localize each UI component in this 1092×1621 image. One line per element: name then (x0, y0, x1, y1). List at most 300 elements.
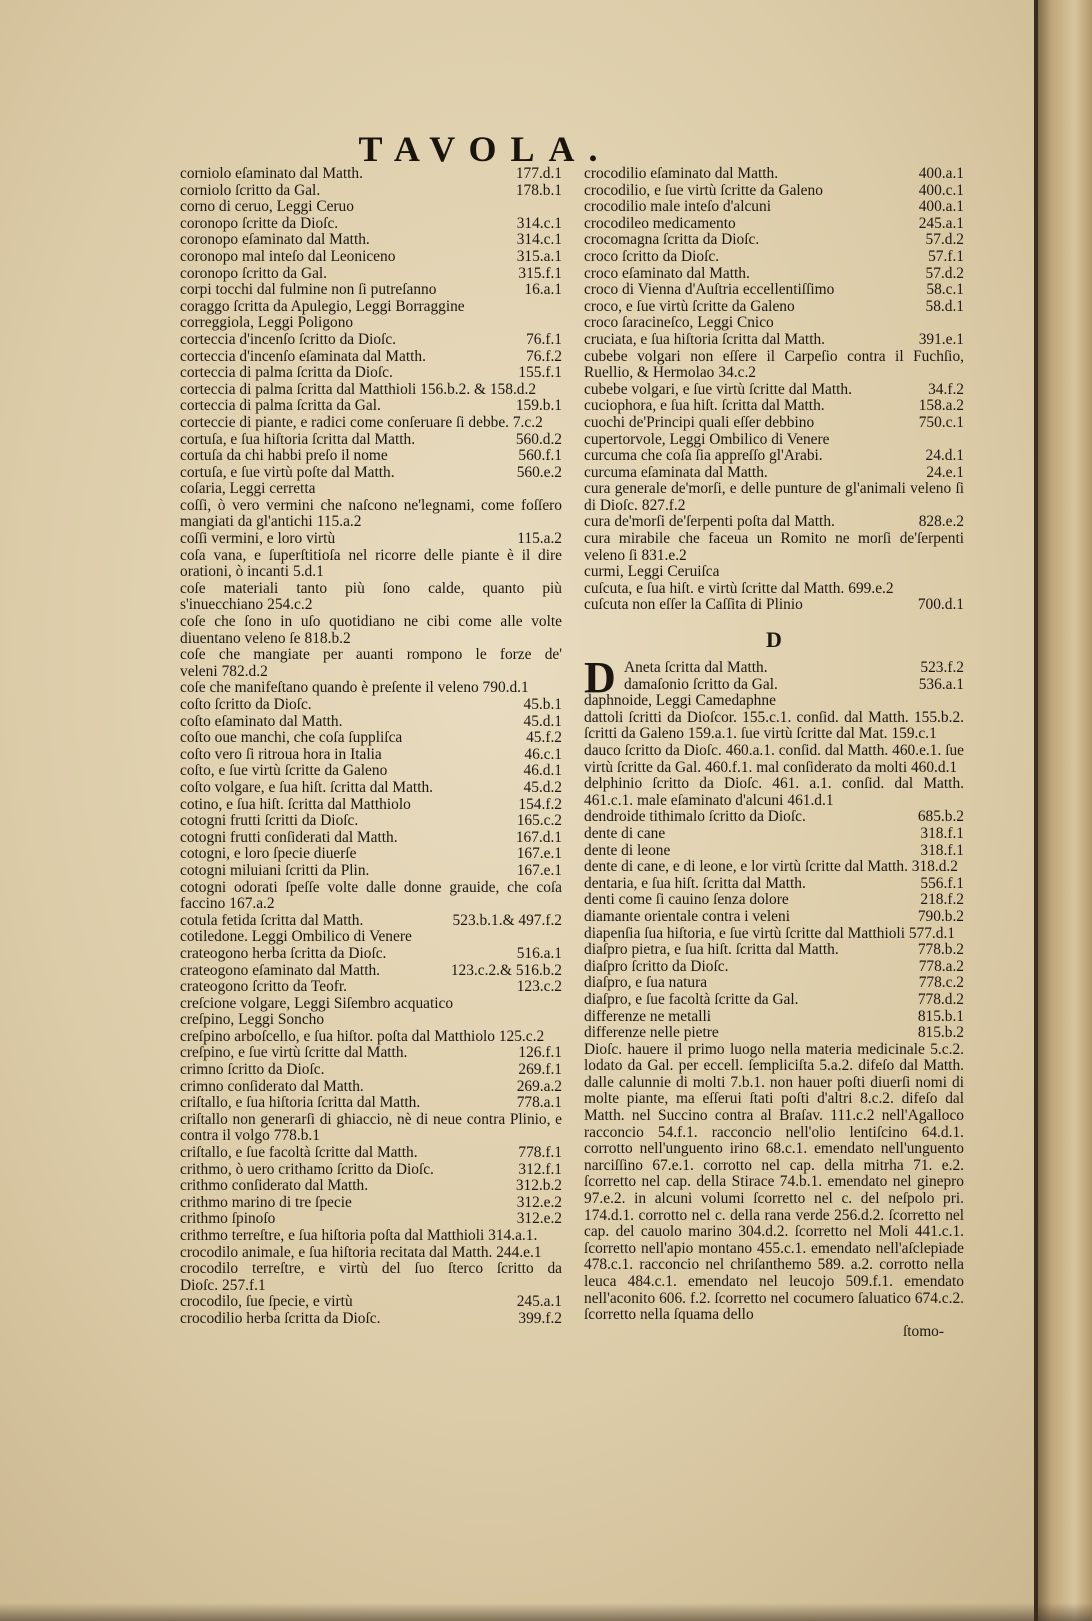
index-entry (180, 1112, 562, 1145)
entry-text: creſpino arboſcello, e ſua hiſtor. poſta dal Matthiolo 125.c.2 (180, 1027, 545, 1045)
entry-text: coſto vero ſi ritroua hora in Italia (180, 746, 382, 763)
index-entry (584, 859, 964, 876)
entry-ref: 218.f.2 (920, 891, 964, 909)
entry-ref: 778.b.2 (917, 941, 964, 959)
entry-ref: 312.b.2 (515, 1177, 562, 1195)
diosc-paragraph: Dioſc. hauere il primo luogo nella materia medicinale 5.c.2. lodato da Gal. per eccell. ſempliciſta 5.a.2. difeſo dal Matth. dalle calunnie di molti 7.b.1. non hauer poſti diuerſi nomi di molte piante, ma eſſerui ſtati poſti d'altri 8.c.2. difeſo dal Matth. nel Succino contra al Braſav. 111.c.2 nell'Agalloco racconcio 54.f.1. racconcio nell'olio lentiſcino 64.d.1. corrotto nell'unguento irino 68.c.1. emendato nell'unguento narciſſino 67.e.1. corrotto nel cap. della mitrha 71. e.2. ſcorretto nel cap. della Stirace 74.b.1. emendato nel ginepro 97.e.2. in alcuni volumi ſcorretto nel c. del neſpolo pri. 174.d.1. corrotto nel c. della rana verde 256.d.2. ſcorretto nel cap. del cauolo marino 304.d.2. ſcorretto nel Moli 441.c.1. ſcorretto nell'apio montano 455.c.1. emendato nell'aſclepiade 478.c.1. racconcio nel chriſanthemo 589. a.2. corrotto nella leuca 484.c.1. emendato nel leucojo 509.f.1. emendato nell'aconito 606. f.2. ſcorretto nel cocumero ſaluatico 674.c.2. ſcorretto nella ſquama dello (584, 1040, 964, 1324)
entry-text: criſtallo, e ſue facoltà ſcritte dal Matth. (180, 1145, 418, 1162)
entry-text: cotogni frutti conſiderati dal Matth. (180, 829, 398, 846)
entry-text: croco di Vienna d'Auſtria eccellentiſſimo (584, 282, 835, 299)
entry-ref: 76.f.1 (526, 330, 562, 348)
entry-text: cortuſa, e ſue virtù poſte dal Matth. (180, 464, 395, 481)
index-entry (180, 1145, 562, 1162)
entry-ref: 315.f.1 (518, 264, 562, 282)
entry-text: cuſcuta, e ſua hiſt. e virtù ſcritte dal Matth. (584, 579, 845, 597)
entry-ref: 115.a.2 (316, 513, 362, 531)
entry-text: crithmo, ò uero crithamo ſcritto da Dioſc. (180, 1161, 434, 1178)
index-entry (180, 714, 562, 731)
entry-text: diaſpro, e ſua natura (584, 975, 708, 992)
entry-text: diaſpro ſcritto da Dioſc. (584, 958, 729, 975)
index-entry (180, 846, 562, 863)
index-entry (584, 282, 964, 299)
entry-text: corteccia d'incenſo eſaminata dal Matth. (180, 348, 426, 365)
index-entry (180, 1079, 562, 1096)
entry-ref: 318.f.1 (920, 824, 964, 842)
entry-text: crocodilio male inteſo d'alcuni (584, 199, 771, 216)
entry-ref: 560.e.2 (516, 463, 562, 481)
entry-text: coſe che mangiate per auanti rompono le forze de' veleni (180, 646, 562, 680)
entry-ref: 523.b.1.& 497.f.2 (452, 911, 562, 929)
entry-ref: 314.c.1 (516, 214, 562, 232)
entry-text: dente di cane, e di leone, e lor virtù ſcritte dal Matth. 318.d.2 (584, 858, 958, 876)
entry-ref: 159.b.1 (515, 397, 562, 415)
entry-text: cubebe volgari, e ſue virtù ſcritte dal Matth. (584, 381, 852, 398)
index-entry (180, 398, 562, 415)
entry-text: coſto ſcritto da Dioſc. (180, 697, 312, 713)
entry-ref: 782.d.2 (221, 662, 268, 680)
entry-text: croco, e ſue virtù ſcritte da Galeno (584, 298, 795, 315)
entry-text: cuſcuta non eſſer la Caſſita di Plinio (584, 597, 803, 614)
entry-ref: 46.d.1 (523, 762, 562, 780)
index-entry (584, 826, 964, 843)
entry-ref (558, 481, 562, 498)
entry-text: dattoli ſcritti da Dioſcor. 155.c.1. conſid. dal Matth. 155.b.2. ſcritti da Galeno 159.a.1. ſue virtù ſcritte dal Mat. (584, 708, 964, 743)
entry-text: corteccia d'incenſo ſcritto da Dioſc. (180, 331, 397, 348)
index-entry (180, 249, 562, 266)
entry-ref: 790.b.2 (917, 907, 964, 925)
index-entry (180, 1029, 562, 1046)
index-entry (180, 963, 562, 980)
entry-ref: 123.c.2.& 516.b.2 (450, 961, 562, 979)
entry-text: coronopo eſaminato dal Matth. (180, 232, 370, 249)
entry-text: creſcione volgare, Leggi Siſembro acquatico (180, 995, 454, 1012)
entry-text: denti come ſi cauino ſenza dolore (584, 892, 789, 909)
index-entry (180, 780, 562, 797)
entry-text: crocodilo, ſue ſpecie, e virtù (180, 1294, 353, 1311)
index-entry (180, 581, 562, 614)
index-entry (180, 299, 562, 316)
entry-ref: 257.f.1 (222, 1276, 266, 1294)
entry-text: cuochi de'Principi quali eſſer debbino (584, 414, 815, 431)
page-bottom-edge (0, 1603, 1092, 1621)
index-entry (584, 843, 964, 860)
entry-ref: 24.d.1 (925, 447, 964, 465)
index-entry (180, 730, 562, 747)
index-entry (180, 880, 562, 913)
entry-text: cotogni miluiani ſcritti da Plin. (180, 862, 370, 879)
entry-text: cura de'morſi de'ſerpenti poſta dal Matth. (584, 514, 835, 531)
entry-ref: 523.f.2 (920, 659, 964, 677)
entry-ref: 45.d.1 (523, 712, 562, 730)
index-entry (180, 1062, 562, 1079)
entry-ref (558, 199, 562, 216)
index-entry (584, 349, 964, 382)
entry-text: coſto, e ſue virtù ſcritte da Galeno (180, 763, 388, 780)
index-entry (180, 929, 562, 946)
entry-ref: 400.c.1 (918, 181, 964, 199)
entry-ref: 165.c.2 (516, 812, 562, 830)
entry-text: crateogono ſcritto da Teofr. (180, 979, 348, 996)
entry-text: diapenſia ſua hiſtoria, e ſue virtù ſcritte dal Matthioli 577.d.1 (584, 924, 955, 942)
index-entry (584, 315, 964, 332)
entry-ref: 818.b.2 (304, 629, 351, 647)
index-entry (584, 531, 964, 564)
index-entry (180, 813, 562, 830)
index-entry (584, 597, 964, 614)
entry-text: cupertorvole, Leggi Ombilico di Venere (584, 431, 830, 448)
entry-text: croco ſcritto da Dioſc. (584, 248, 720, 265)
entry-text: corno di ceruo, Leggi Ceruo (180, 199, 354, 216)
index-entry (584, 710, 964, 743)
index-entry (180, 747, 562, 764)
entry-text: differenze ne metalli (584, 1008, 712, 1025)
index-entry (180, 1261, 562, 1294)
index-entry (180, 647, 562, 680)
entry-ref: 556.f.1 (920, 874, 964, 892)
entry-ref: 167.e.1 (516, 861, 562, 879)
index-entry (584, 677, 964, 694)
index-entry (180, 1095, 562, 1112)
entry-text: cotula fetida ſcritta dal Matth. (180, 912, 364, 929)
right-d-entries (584, 653, 964, 1042)
entry-text: corniolo eſaminato dal Matth. (180, 166, 363, 182)
index-entry (180, 1178, 562, 1195)
entry-text: cotiledone. Leggi Ombilico di Venere (180, 929, 412, 946)
index-entry (180, 830, 562, 847)
index-entry (180, 1311, 562, 1328)
entry-text: corteccia di palma ſcritta da Gal. (180, 398, 381, 415)
index-entry (180, 996, 562, 1013)
index-entry (584, 332, 964, 349)
entry-text: corpi tocchi dal fulmine non ſi putreſanno (180, 282, 437, 299)
entry-ref: 167.d.1 (515, 828, 562, 846)
entry-ref: 57.f.1 (928, 247, 964, 265)
entry-ref: 560.d.2 (515, 430, 562, 448)
entry-ref: 16.a.1 (524, 281, 562, 299)
entry-text: corniolo ſcritto da Gal. (180, 182, 321, 199)
entry-text: differenze nelle pietre (584, 1025, 719, 1042)
entry-text: delphinio ſcritto da Dioſc. 461. a.1. conſid. dal Matth. 461.c.1. male eſaminato d'alcuni (584, 775, 964, 809)
entry-text: diamante orientale contra i veleni (584, 908, 790, 925)
entry-text: cura mirabile che faceua un Romito ne morſi de'ſerpenti veleno ſi (584, 530, 964, 564)
entry-ref (558, 929, 562, 946)
entry-text: coraggo ſcritta da Apulegio, Leggi Borraggine (180, 298, 465, 315)
entry-text: corteccia di palma ſcritta da Dioſc. (180, 365, 393, 382)
right-index-column (584, 166, 964, 1340)
entry-ref: 115.a.2 (517, 530, 562, 548)
entry-ref: 45.d.2 (523, 778, 562, 796)
index-entry (584, 398, 964, 415)
entry-ref: 778.b.1 (273, 1127, 320, 1145)
entry-text: cortuſa, e ſua hiſtoria ſcritta dal Matth. (180, 431, 416, 448)
entry-ref: 399.f.2 (518, 1309, 562, 1327)
index-entry (180, 1195, 562, 1212)
entry-text: coſa vana, e ſuperſtitioſa nel ricorre delle piante è il dire orationi, ò incanti (180, 546, 562, 581)
index-entry (584, 959, 964, 976)
page-title: TAVOLA. (358, 129, 612, 169)
index-entry (180, 448, 562, 465)
entry-ref: 400.a.1 (918, 198, 964, 216)
entry-text: cotogni odorati ſpeſſe volte dalle donne grauide, che coſa faccino (180, 878, 562, 913)
entry-ref: 391.e.1 (918, 330, 964, 348)
entry-ref: 778.c.2 (918, 974, 964, 992)
entry-ref (960, 315, 964, 332)
entry-text: croco ſaracineſco, Leggi Cnico (584, 315, 774, 332)
index-entry (584, 432, 964, 449)
entry-text: criſtallo non generarſi di ghiaccio, nè di neue contra Plinio, e contra il volgo (180, 1110, 562, 1145)
entry-text: corteccie di piante, e radici come conſeruare ſi debbe. 7.c.2 (180, 413, 543, 431)
index-entry (180, 282, 562, 299)
entry-text: cotogni frutti ſcritti da Dioſc. (180, 813, 359, 830)
entry-ref: 167.e.1 (516, 845, 562, 863)
entry-ref: 778.d.2 (917, 990, 964, 1008)
entry-text: crithmo marino di tre ſpecie (180, 1194, 352, 1211)
index-entry (584, 909, 964, 926)
index-entry (584, 183, 964, 200)
entry-text: crocodilo terreſtre, e virtù del ſuo ſterco ſcritto da Dioſc. (180, 1260, 562, 1294)
entry-text: crocodilio eſaminato dal Matth. (584, 166, 779, 182)
index-entry (180, 382, 562, 399)
index-entry (180, 465, 562, 482)
entry-text: crithmo conſiderato dal Matth. (180, 1178, 369, 1195)
entry-text: croco eſaminato dal Matth. (584, 265, 750, 282)
index-entry (180, 365, 562, 382)
index-entry (584, 266, 964, 283)
entry-ref: 778.a.2 (918, 957, 964, 975)
entry-text: dendroide tithimalo ſcritto da Dioſc. (584, 809, 806, 826)
entry-text: coſaria, Leggi cerretta (180, 481, 316, 498)
index-entry (584, 216, 964, 233)
index-entry (180, 946, 562, 963)
index-entry (584, 465, 964, 482)
entry-ref: 750.c.1 (918, 413, 964, 431)
index-entry (180, 199, 562, 216)
entry-text: crimno ſcritto da Dioſc. (180, 1062, 325, 1079)
entry-text: cotino, e ſua hiſt. ſcritta dal Matthiolo (180, 796, 411, 813)
entry-ref: 158.a.2 (918, 397, 964, 415)
entry-ref (960, 564, 964, 581)
entry-ref: 269.a.2 (516, 1077, 562, 1095)
index-entry (180, 332, 562, 349)
entry-text: crithmo terreſtre, e ſua hiſtoria poſta dal Matthioli 314.a.1. (180, 1227, 538, 1244)
entry-ref: 46.c.1 (524, 745, 562, 763)
entry-ref: 828.e.2 (918, 513, 964, 531)
index-entry (180, 183, 562, 200)
index-entry (584, 481, 964, 514)
entry-text: crateogono herba ſcritta da Dioſc. (180, 945, 387, 962)
index-entry (584, 892, 964, 909)
index-entry (584, 382, 964, 399)
entry-ref: 34.f.2 (928, 380, 964, 398)
entry-ref: 178.b.1 (515, 181, 562, 199)
entry-text: cotogni, e loro ſpecie diuerſe (180, 846, 357, 863)
index-entry (180, 1294, 562, 1311)
index-entry (180, 349, 562, 366)
entry-ref: 318.f.1 (920, 841, 964, 859)
entry-ref: 57.d.2 (925, 264, 964, 282)
entry-ref: 123.c.2 (516, 978, 562, 996)
entry-text: crocodileo medicamento (584, 215, 736, 232)
index-entry (180, 481, 562, 498)
entry-ref: 45.b.1 (523, 696, 562, 713)
entry-ref (558, 996, 562, 1013)
index-entry (180, 763, 562, 780)
entry-text: coronopo mal inteſo dal Leoniceno (180, 248, 396, 265)
entry-ref: 461.d.1 (787, 791, 834, 809)
entry-ref: 831.e.2 (641, 546, 687, 564)
entry-ref: 815.b.2 (917, 1024, 964, 1042)
index-entry (584, 1009, 964, 1026)
entry-ref (960, 432, 964, 449)
index-entry (180, 1245, 562, 1262)
index-entry (584, 581, 964, 598)
entry-ref: 560.f.1 (518, 447, 562, 465)
entry-text: crocodilio herba ſcritta da Dioſc. (180, 1310, 381, 1327)
entry-ref (558, 299, 562, 316)
entry-ref: 536.a.1 (918, 675, 964, 693)
index-entry (180, 913, 562, 930)
index-entry (584, 942, 964, 959)
entry-text: coſſi vermini, e loro virtù (180, 531, 336, 548)
index-entry (180, 315, 562, 332)
index-entry (584, 743, 964, 776)
index-entry (180, 1211, 562, 1228)
drop-cap: D (584, 653, 616, 703)
index-entry (180, 415, 562, 432)
entry-ref: 155.f.1 (518, 364, 562, 382)
entry-text: crithmo ſpinoſo (180, 1211, 276, 1228)
index-entry (180, 1162, 562, 1179)
entry-ref: 312.f.1 (518, 1160, 562, 1178)
entry-ref: 685.b.2 (917, 808, 964, 826)
entry-text: correggiola, Leggi Poligono (180, 315, 354, 332)
entry-text: crocomagna ſcritta da Dioſc. (584, 232, 760, 249)
index-entry (180, 614, 562, 647)
entry-ref: 76.f.2 (526, 347, 562, 365)
entry-text: creſpino, Leggi Soncho (180, 1012, 325, 1029)
index-entry (584, 249, 964, 266)
index-entry (180, 432, 562, 449)
index-entry (180, 266, 562, 283)
index-entry (180, 232, 562, 249)
index-entry (180, 1045, 562, 1062)
index-entry (180, 531, 562, 548)
entry-text: crocodilio, e ſue virtù ſcritte da Galeno (584, 182, 823, 199)
entry-ref: 778.a.1 (516, 1094, 562, 1112)
section-letter: D (766, 627, 782, 653)
entry-text: coſe materiali tanto più ſono calde, quanto più s'inuecchiano (180, 579, 562, 614)
entry-ref: 516.a.1 (516, 944, 562, 962)
entry-ref: 315.a.1 (516, 247, 562, 265)
index-entry (180, 1228, 562, 1245)
entry-text: cuciophora, e ſua hiſt. ſcritta dal Matth. (584, 398, 825, 415)
index-entry (180, 216, 562, 233)
entry-ref: 700.d.1 (917, 596, 964, 614)
entry-text: cubebe volgari non eſſere il Carpeſio contra il Fuchſio, Ruellio, & Hermolao (584, 347, 964, 382)
index-entry (180, 863, 562, 880)
entry-text: diaſpro, e ſue facoltà ſcritte da Gal. (584, 991, 799, 1008)
entry-ref: 245.a.1 (918, 214, 964, 232)
entry-ref: 154.f.2 (518, 795, 562, 813)
entry-text: coſto eſaminato dal Matth. (180, 713, 343, 730)
entry-ref: 167.a.2 (229, 895, 275, 913)
entry-text: dentaria, e ſua hiſt. ſcritta dal Matth. (584, 875, 806, 892)
entry-text: curmi, Leggi Ceruiſca (584, 564, 720, 581)
index-entry (584, 992, 964, 1009)
entry-ref: 58.d.1 (925, 297, 964, 315)
entry-ref: 254.c.2 (267, 596, 313, 614)
entry-text: daphnoide, Leggi Camedaphne (584, 693, 776, 710)
catchword: ſtomo- (902, 1322, 944, 1340)
entry-text: crocodilo animale, e ſua hiſtoria recitata dal Matth. 244.e.1 (180, 1243, 542, 1261)
entry-ref: 126.f.1 (518, 1044, 562, 1062)
entry-text: coronopo ſcritto da Gal. (180, 265, 328, 282)
entry-ref: 159.c.1 (891, 725, 937, 743)
entry-ref: 699.e.2 (848, 579, 894, 597)
entry-ref: 45.f.2 (526, 729, 562, 747)
entry-ref: 778.f.1 (518, 1144, 562, 1162)
index-entry (180, 548, 562, 581)
entry-ref: 827.f.2 (641, 496, 686, 514)
entry-ref: 34.c.2 (718, 364, 756, 382)
entry-ref (558, 1012, 562, 1029)
left-index-column (180, 166, 562, 1328)
entry-text: crimno conſiderato dal Matth. (180, 1078, 364, 1095)
index-entry (180, 979, 562, 996)
index-entry (180, 797, 562, 814)
index-entry (180, 498, 562, 531)
entry-ref: 58.c.1 (926, 281, 964, 299)
entry-ref: 312.e.2 (516, 1193, 562, 1211)
entry-text: coſe che ſono in uſo quotidiano ne cibi come alle volte diuentano veleno ſe (180, 613, 562, 647)
entry-ref: 57.d.2 (925, 231, 964, 249)
entry-ref: 314.c.1 (516, 231, 562, 249)
index-entry (584, 514, 964, 531)
index-entry (180, 166, 562, 183)
entry-text: diaſpro pietra, e ſua hiſt. ſcritta dal Matth. (584, 942, 839, 959)
entry-text: cortuſa da chi habbi preſo il nome (180, 448, 388, 465)
entry-text: damaſonio ſcritto da Gal. (624, 676, 778, 693)
index-entry (584, 776, 964, 809)
entry-text: coſe che manifeſtano quando è preſente il veleno 790.d.1 (180, 679, 529, 697)
index-entry (584, 876, 964, 893)
index-entry (584, 299, 964, 316)
entry-text: dauco ſcritto da Dioſc. 460.a.1. conſid. dal Matth. 460.e.1. ſue virtù ſcritte da Gal. 460.f.1. mal conſiderato da molti 460.d.1 (584, 742, 964, 776)
index-entry (584, 448, 964, 465)
index-entry (584, 166, 964, 183)
entry-ref: 5.d.1 (293, 563, 324, 581)
entry-ref: 24.e.1 (926, 463, 964, 481)
entry-ref: 269.f.1 (518, 1061, 562, 1079)
right-c-entries (584, 166, 964, 614)
entry-text: Aneta ſcritta dal Matth. (624, 660, 768, 677)
index-entry (180, 1012, 562, 1029)
entry-text: cruciata, e ſua hiſtoria ſcritta dal Matth. (584, 331, 826, 348)
entry-text: curcuma che coſa ſia appreſſo gl'Arabi. (584, 448, 823, 465)
book-spine (1034, 0, 1092, 1621)
index-entry (584, 809, 964, 826)
entry-ref (960, 693, 964, 710)
index-entry (180, 697, 562, 714)
entry-ref (558, 315, 562, 332)
entry-ref: 177.d.1 (515, 165, 562, 182)
index-entry (180, 680, 562, 697)
index-entry (584, 1025, 964, 1042)
index-entry (584, 564, 964, 581)
entry-text: criſtallo, e ſua hiſtoria ſcritta dal Matth. (180, 1095, 421, 1112)
index-entry (584, 415, 964, 432)
entry-text: cura generale de'morſi, e delle punture de gl'animali veleno ſi di Dioſc. (584, 480, 964, 514)
